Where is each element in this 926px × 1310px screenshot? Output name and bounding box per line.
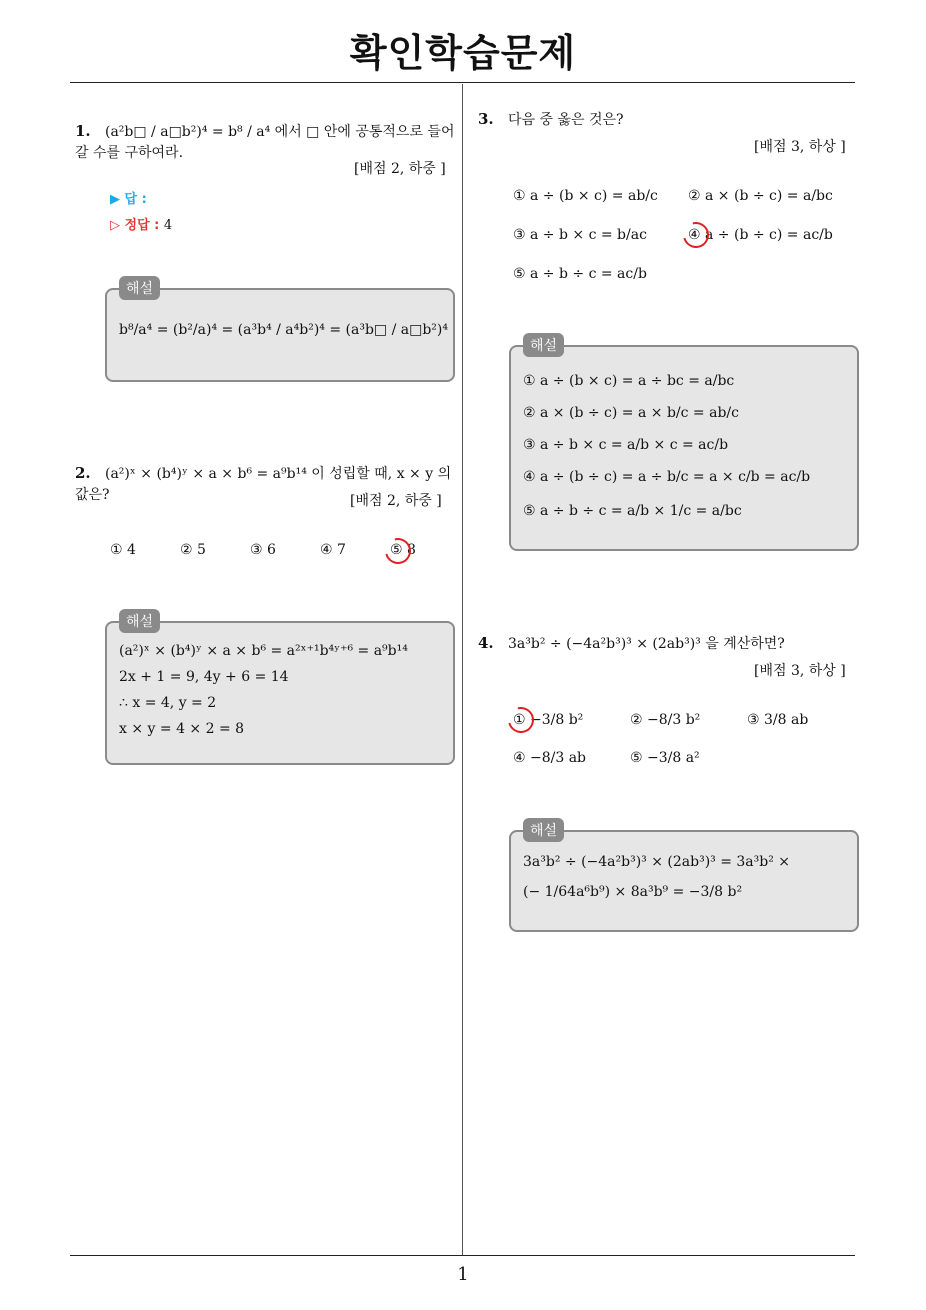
choice-1[interactable]: ① −3/8 b²: [513, 712, 584, 728]
correct-value: 4: [163, 218, 173, 233]
choice-2[interactable]: ② 5: [180, 542, 206, 558]
selected-answer-mark-icon: [678, 217, 714, 253]
question-text: 다음 중 옳은 것은?: [508, 112, 624, 128]
choice-3[interactable]: ③ 3/8 ab: [747, 712, 809, 728]
choice-2[interactable]: ② a × (b ÷ c) = a/bc: [688, 188, 833, 204]
explanation-line: ② a × (b ÷ c) = a × b/c = ab/c: [523, 405, 739, 421]
question-meta: [배점 2, 하중 ]: [350, 493, 442, 509]
page-title: 확인학습문제: [349, 31, 577, 75]
page-number: 1: [457, 1264, 469, 1285]
explanation-line: (− 1/64a⁶b⁹) × 8a³b⁹ = −3/8 b²: [523, 884, 743, 900]
explanation-line: 2x + 1 = 9, 4y + 6 = 14: [119, 669, 289, 685]
question-4: [478, 632, 854, 655]
question-meta: [배점 3, 하상 ]: [754, 139, 846, 155]
question-text: (a²b□ / a□b²)⁴ = b⁸ / a⁴ 에서 □ 안에 공통적으로 들어갈 수를 구하여라.: [75, 124, 455, 161]
explanation-line: x × y = 4 × 2 = 8: [119, 721, 245, 737]
explanation-line: ③ a ÷ b × c = a/b × c = ac/b: [523, 437, 729, 453]
explanation-line: 3a³b² ÷ (−4a²b³)³ × (2ab³)³ = 3a³b² ×: [523, 854, 791, 870]
column-divider: [462, 84, 463, 1256]
question-text: (a²)ˣ × (b⁴)ʸ × a × b⁶ = a⁹b¹⁴ 이 성립할 때, x × y 의 값은?: [75, 466, 452, 503]
footer-rule: [70, 1255, 855, 1256]
explanation-box: [105, 621, 455, 765]
explanation-line: ⑤ a ÷ b ÷ c = a/b × 1/c = a/bc: [523, 503, 742, 519]
explanation-box: [509, 345, 859, 551]
choice-3[interactable]: ③ 6: [250, 542, 276, 558]
explanation-line: (a²)ˣ × (b⁴)ʸ × a × b⁶ = a²ˣ⁺¹b⁴ʸ⁺⁶ = a⁹b¹⁴: [119, 643, 408, 659]
choice-5[interactable]: ⑤ −3/8 a²: [630, 750, 700, 766]
explanation-box: [105, 288, 455, 382]
explanation-tag: 해설: [119, 276, 160, 300]
choice-5[interactable]: ⑤ 8: [390, 542, 416, 558]
explanation-box: [509, 830, 859, 932]
question-number: 3.: [478, 110, 494, 128]
choice-3[interactable]: ③ a ÷ b × c = b/ac: [513, 227, 647, 243]
choice-1[interactable]: ① 4: [110, 542, 136, 558]
correct-label: ▷ 정답 :: [110, 218, 160, 233]
explanation-tag: 해설: [119, 609, 160, 633]
header-rule: [70, 82, 855, 83]
question-number: 4.: [478, 634, 494, 652]
explanation-line: ∴ x = 4, y = 2: [119, 695, 217, 711]
question-number: 1.: [75, 122, 91, 140]
correct-answer: [110, 214, 172, 233]
question-meta: [배점 2, 하중 ]: [354, 161, 446, 177]
question-number: 2.: [75, 464, 91, 482]
question-text: 3a³b² ÷ (−4a²b³)³ × (2ab³)³ 을 계산하면?: [508, 636, 785, 652]
answer-label: ▶ 답 :: [110, 192, 147, 207]
selected-answer-mark-icon: [380, 533, 416, 569]
choice-5[interactable]: ⑤ a ÷ b ÷ c = ac/b: [513, 266, 647, 282]
choice-1[interactable]: ① a ÷ (b × c) = ab/c: [513, 188, 658, 204]
choice-4[interactable]: ④ 7: [320, 542, 346, 558]
explanation-line: b⁸/a⁴ = (b²/a)⁴ = (a³b⁴ / a⁴b²)⁴ = (a³b□ / a□b²)⁴: [119, 322, 448, 338]
choice-4[interactable]: ④ a ÷ (b ÷ c) = ac/b: [688, 227, 833, 243]
explanation-tag: 해설: [523, 818, 564, 842]
explanation-line: ④ a ÷ (b ÷ c) = a ÷ b/c = a × c/b = ac/b: [523, 469, 811, 485]
choice-2[interactable]: ② −8/3 b²: [630, 712, 701, 728]
explanation-line: ① a ÷ (b × c) = a ÷ bc = a/bc: [523, 373, 735, 389]
question-3: [478, 108, 854, 131]
choice-4[interactable]: ④ −8/3 ab: [513, 750, 587, 766]
question-meta: [배점 3, 하상 ]: [754, 663, 846, 679]
selected-answer-mark-icon: [503, 702, 539, 738]
explanation-tag: 해설: [523, 333, 564, 357]
